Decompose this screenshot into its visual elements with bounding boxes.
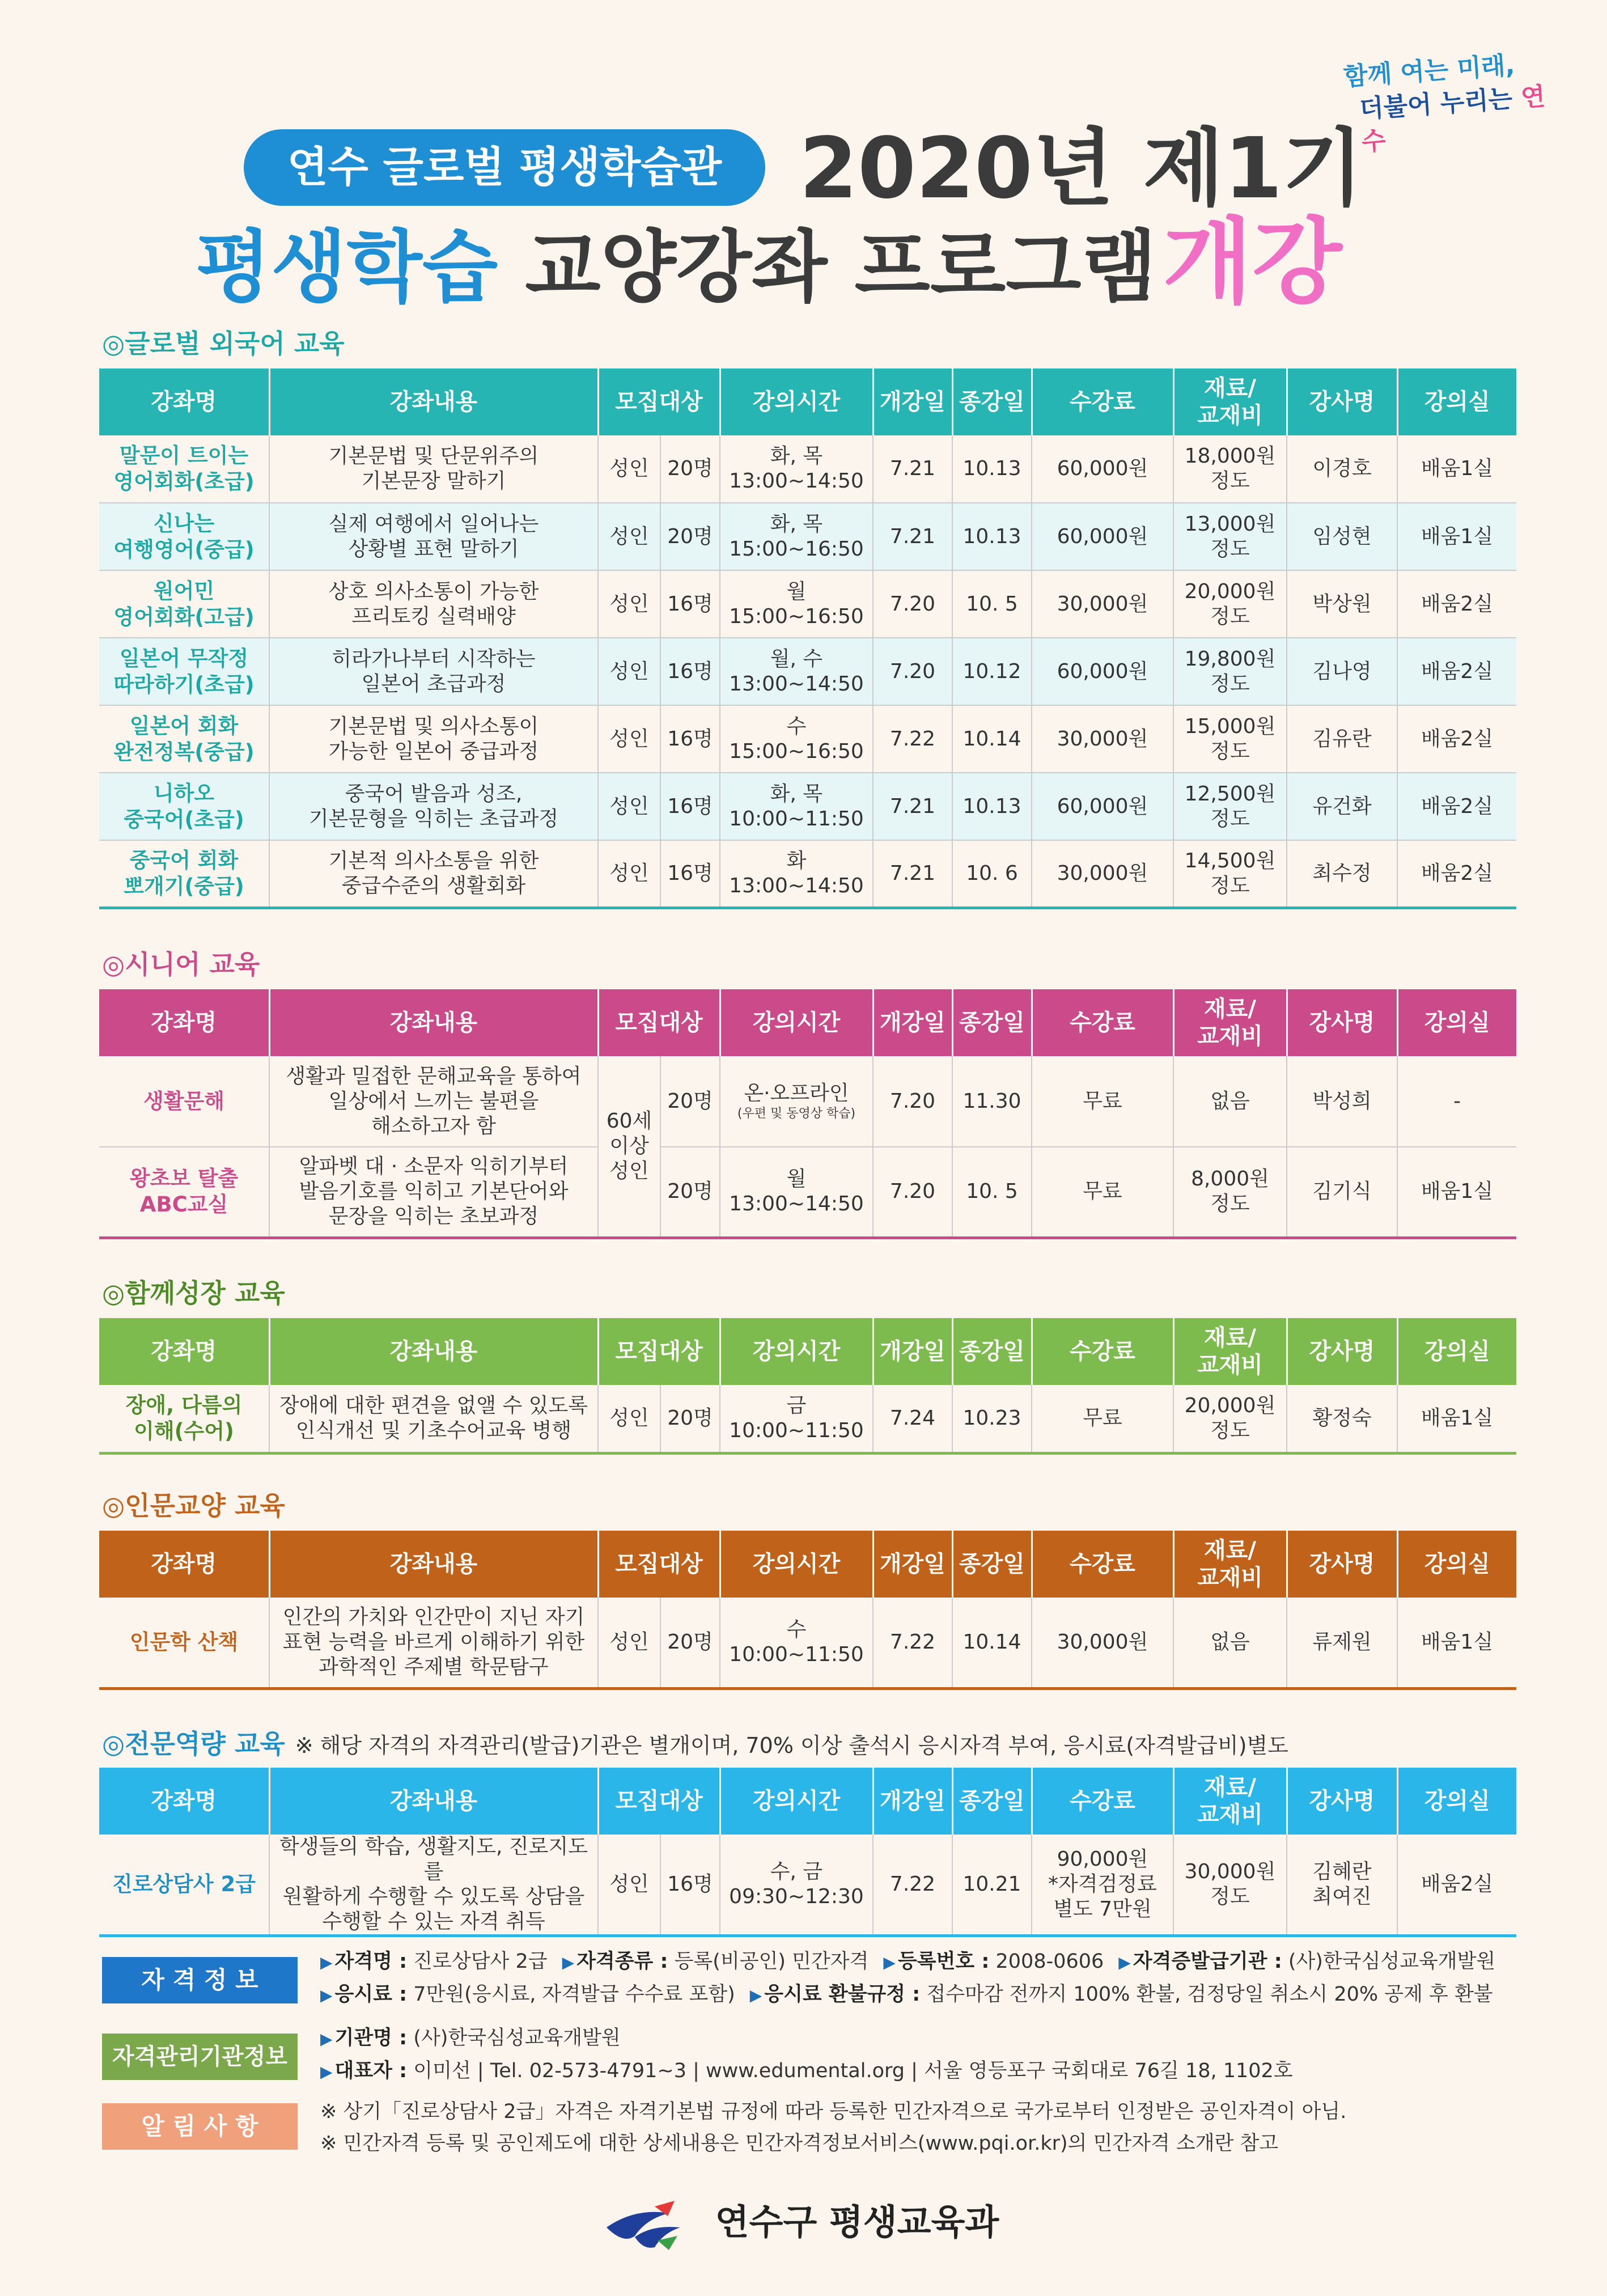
- course-name: 말문이 트이는 영어회화(초급): [99, 435, 269, 503]
- course-teacher: 류제원: [1287, 1598, 1397, 1688]
- course-room: 배움2실: [1397, 773, 1516, 840]
- course-start-date: 7.21: [873, 840, 952, 908]
- course-target: 성인: [598, 1598, 660, 1688]
- course-capacity: 20명: [660, 1385, 720, 1453]
- info-value: 진로상담사 2급: [407, 1950, 548, 1973]
- yeonsu-logo-icon: [601, 2196, 686, 2253]
- column-header: 강사명: [1287, 989, 1397, 1056]
- footer: [601, 2194, 999, 2253]
- course-teacher: 황정숙: [1287, 1385, 1397, 1453]
- institution-pill: 연수 글로벌 평생학습관: [244, 129, 765, 206]
- column-header: 재료/ 교재비: [1173, 368, 1287, 435]
- pro-course-table: [99, 1768, 1516, 1937]
- column-header: 모집대상: [598, 368, 720, 435]
- course-fee: 무료: [1032, 1385, 1173, 1453]
- course-target: 60세 이상 성인: [598, 1056, 660, 1238]
- course-capacity: 20명: [660, 1056, 720, 1147]
- triangle-icon: ▶: [320, 2062, 333, 2081]
- course-material-fee: 30,000원 정도: [1173, 1835, 1287, 1936]
- course-end-date: 10. 5: [952, 1147, 1032, 1238]
- column-header: 강의시간: [720, 1768, 873, 1835]
- info-value: 접수마감 전까지 100% 환불, 검정당일 취소시 20% 공제 후 환불: [920, 1983, 1493, 2006]
- column-header: 강사명: [1287, 1318, 1397, 1385]
- course-start-date: 7.21: [873, 503, 952, 570]
- course-target: 성인: [598, 705, 660, 773]
- table-row: [99, 435, 1516, 503]
- course-fee: 30,000원: [1032, 570, 1173, 638]
- course-end-date: 10.13: [952, 773, 1032, 840]
- course-start-date: 7.21: [873, 773, 952, 840]
- triangle-icon: ▶: [320, 2030, 333, 2048]
- course-teacher: 임성현: [1287, 503, 1397, 570]
- column-header: 강의실: [1397, 989, 1516, 1056]
- title-dark: 교양강좌 프로그램: [525, 222, 1157, 313]
- course-end-date: 11.30: [952, 1056, 1032, 1147]
- column-header: 강의시간: [720, 989, 873, 1056]
- column-header: 강좌내용: [269, 368, 598, 435]
- org-info-line2: [320, 2055, 1293, 2088]
- course-fee: 30,000원: [1032, 1598, 1173, 1688]
- course-content: 중국어 발음과 성조, 기본문형을 익히는 초급과정: [269, 773, 598, 840]
- footer-text: 연수구 평생교육과: [715, 2201, 999, 2243]
- notice-line2: ※ 민간자격 등록 및 공인제도에 대한 상세내용은 민간자격정보서비스(www.pqi.or.kr)의 민간자격 소개란 참고: [320, 2132, 1279, 2155]
- course-material-fee: 없음: [1173, 1056, 1287, 1147]
- course-material-fee: 14,500원 정도: [1173, 840, 1287, 908]
- column-header: 개강일: [873, 368, 952, 435]
- course-name: 일본어 회화 완전정복(중급): [99, 705, 269, 773]
- section-pro-title-text: ◎전문역량 교육: [102, 1729, 285, 1759]
- course-target: 성인: [598, 570, 660, 638]
- column-header: 개강일: [873, 1318, 952, 1385]
- table-row: [99, 1385, 1516, 1453]
- notice-info: [320, 2096, 1346, 2159]
- info-key: 자격종류 :: [576, 1950, 668, 1973]
- org-info-label: 자격관리기관정보: [102, 2034, 298, 2080]
- info-key: 응시료 환불규정 :: [764, 1983, 921, 2006]
- org-rep-value: 이미선 | Tel. 02-573-4791~3 | www.edumental.org | 서울 영등포구 국회대로 76길 18, 1102호: [407, 2060, 1293, 2082]
- course-capacity: 16명: [660, 570, 720, 638]
- slogan-line2a: 더불어 누리는: [1358, 83, 1523, 124]
- course-material-fee: 없음: [1173, 1598, 1287, 1688]
- info-key: 자격명 :: [334, 1950, 408, 1973]
- notice-line1: ※ 상기「진로상담사 2급」자격은 자격기본법 규정에 따라 등록한 민간자격으로 국가로부터 인정받은 공인자격이 아님.: [320, 2100, 1347, 2123]
- course-end-date: 10.14: [952, 705, 1032, 773]
- cert-info: [320, 1946, 1495, 2011]
- column-header: 강좌내용: [269, 989, 598, 1056]
- course-capacity: 16명: [660, 773, 720, 840]
- column-header: 종강일: [952, 1531, 1032, 1598]
- course-fee: 90,000원 *자격검정료 별도 7만원: [1032, 1835, 1173, 1936]
- section-humanities-title: ◎인문교양 교육: [102, 1490, 285, 1521]
- course-capacity: 16명: [660, 705, 720, 773]
- course-name: 인문학 산책: [99, 1598, 269, 1688]
- table-row: [99, 638, 1516, 705]
- column-header: 수강료: [1032, 989, 1173, 1056]
- course-time: 월 13:00~14:50: [720, 1147, 873, 1238]
- course-content: 인간의 가치와 인간만이 지닌 자기 표현 능력을 바르게 이해하기 위한 과학적인 주제별 학문탐구: [269, 1598, 598, 1688]
- column-header: 강좌명: [99, 1318, 269, 1385]
- course-time: 화, 목 10:00~11:50: [720, 773, 873, 840]
- course-target: 성인: [598, 638, 660, 705]
- course-content: 생활과 밀접한 문해교육을 통하여 일상에서 느끼는 불편을 해소하고자 함: [269, 1056, 598, 1147]
- title-blue: 평생학습: [196, 222, 525, 313]
- column-header: 종강일: [952, 1318, 1032, 1385]
- course-material-fee: 15,000원 정도: [1173, 705, 1287, 773]
- notice-label: 알 림 사 항: [102, 2103, 298, 2150]
- triangle-icon: ▶: [562, 1953, 575, 1972]
- column-header: 강사명: [1287, 1531, 1397, 1598]
- course-end-date: 10. 5: [952, 570, 1032, 638]
- course-room: 배움2실: [1397, 840, 1516, 908]
- course-time: 월 15:00~16:50: [720, 570, 873, 638]
- course-end-date: 10.21: [952, 1835, 1032, 1936]
- table-row: [99, 1598, 1516, 1688]
- cert-info-line2: [320, 1979, 1495, 2011]
- course-time: 수 15:00~16:50: [720, 705, 873, 773]
- table-header-row: [99, 368, 1516, 435]
- course-name: 신나는 여행영어(중급): [99, 503, 269, 570]
- column-header: 강좌내용: [269, 1318, 598, 1385]
- course-teacher: 김유란: [1287, 705, 1397, 773]
- slogan-line1: 함께 여는 미래,: [1342, 50, 1516, 92]
- humanities-course-table: [99, 1531, 1516, 1690]
- course-start-date: 7.24: [873, 1385, 952, 1453]
- course-target: 성인: [598, 1385, 660, 1453]
- section-pro-note: ※ 해당 자격의 자격관리(발급)기관은 별개이며, 70% 이상 출석시 응시자격 부여, 응시료(자격발급비)별도: [295, 1733, 1288, 1758]
- info-value: 등록(비공인) 민간자격: [668, 1950, 869, 1973]
- org-name-key: 기관명 :: [334, 2027, 408, 2049]
- course-content: 히라가나부터 시작하는 일본어 초급과정: [269, 638, 598, 705]
- course-end-date: 10. 6: [952, 840, 1032, 908]
- column-header: 모집대상: [598, 1768, 720, 1835]
- table-row: [99, 570, 1516, 638]
- course-teacher: 김혜란 최여진: [1287, 1835, 1397, 1936]
- course-target: 성인: [598, 435, 660, 503]
- course-start-date: 7.20: [873, 1056, 952, 1147]
- column-header: 강의시간: [720, 1318, 873, 1385]
- course-start-date: 7.22: [873, 1835, 952, 1936]
- column-header: 재료/ 교재비: [1173, 1531, 1287, 1598]
- course-teacher: 이경호: [1287, 435, 1397, 503]
- course-end-date: 10.12: [952, 638, 1032, 705]
- column-header: 개강일: [873, 1768, 952, 1835]
- course-start-date: 7.22: [873, 1598, 952, 1688]
- section-together-title: ◎함께성장 교육: [102, 1278, 285, 1308]
- table-row: [99, 705, 1516, 773]
- course-start-date: 7.22: [873, 705, 952, 773]
- course-teacher: 김나영: [1287, 638, 1397, 705]
- column-header: 강의실: [1397, 1531, 1516, 1598]
- course-room: 배움1실: [1397, 503, 1516, 570]
- course-time: 화, 목 15:00~16:50: [720, 503, 873, 570]
- course-fee: 60,000원: [1032, 638, 1173, 705]
- course-content: 실제 여행에서 일어나는 상황별 표현 말하기: [269, 503, 598, 570]
- table-header-row: [99, 1318, 1516, 1385]
- course-capacity: 20명: [660, 503, 720, 570]
- course-target: 성인: [598, 1835, 660, 1936]
- page-title: [196, 208, 1342, 316]
- course-end-date: 10.14: [952, 1598, 1032, 1688]
- course-capacity: 16명: [660, 638, 720, 705]
- column-header: 강사명: [1287, 1768, 1397, 1835]
- course-fee: 30,000원: [1032, 840, 1173, 908]
- column-header: 모집대상: [598, 1318, 720, 1385]
- column-header: 강좌명: [99, 989, 269, 1056]
- triangle-icon: ▶: [883, 1953, 896, 1972]
- course-name: 일본어 무작정 따라하기(초급): [99, 638, 269, 705]
- info-key: 자격증발급기관 :: [1133, 1950, 1282, 1973]
- course-content: 알파벳 대 · 소문자 익히기부터 발음기호를 익히고 기본단어와 문장을 익히는 초보과정: [269, 1147, 598, 1238]
- column-header: 종강일: [952, 1768, 1032, 1835]
- column-header: 강사명: [1287, 368, 1397, 435]
- course-teacher: 박성희: [1287, 1056, 1397, 1147]
- column-header: 강의실: [1397, 1768, 1516, 1835]
- course-capacity: 16명: [660, 1835, 720, 1936]
- course-name: 장애, 다름의 이해(수어): [99, 1385, 269, 1453]
- table-row: [99, 1147, 1516, 1238]
- course-time: 화, 목 13:00~14:50: [720, 435, 873, 503]
- column-header: 강좌내용: [269, 1768, 598, 1835]
- column-header: 강좌명: [99, 1768, 269, 1835]
- senior-course-table: [99, 989, 1516, 1239]
- course-room: 배움1실: [1397, 435, 1516, 503]
- column-header: 수강료: [1032, 1318, 1173, 1385]
- course-capacity: 20명: [660, 1598, 720, 1688]
- title-year: 2020년 제1기: [799, 120, 1364, 217]
- org-info-line1: [320, 2022, 1293, 2055]
- course-name: 원어민 영어회화(고급): [99, 570, 269, 638]
- course-time: 금 10:00~11:50: [720, 1385, 873, 1453]
- course-time: 수 10:00~11:50: [720, 1598, 873, 1688]
- course-name: 왕초보 탈출 ABC교실: [99, 1147, 269, 1238]
- course-material-fee: 20,000원 정도: [1173, 570, 1287, 638]
- org-rep-key: 대표자 :: [334, 2060, 408, 2082]
- together-course-table: [99, 1318, 1516, 1455]
- column-header: 모집대상: [598, 1531, 720, 1598]
- course-teacher: 박상원: [1287, 570, 1397, 638]
- info-value: 7만원(응시료, 자격발급 수수료 포함): [407, 1983, 735, 2006]
- course-fee: 무료: [1032, 1056, 1173, 1147]
- course-capacity: 16명: [660, 840, 720, 908]
- course-time: 월, 수 13:00~14:50: [720, 638, 873, 705]
- course-room: -: [1397, 1056, 1516, 1147]
- course-room: 배움2실: [1397, 570, 1516, 638]
- column-header: 강의실: [1397, 368, 1516, 435]
- table-header-row: [99, 989, 1516, 1056]
- info-value: 2008-0606: [989, 1950, 1104, 1973]
- info-value: (사)한국심성교육개발원: [1282, 1950, 1496, 1973]
- course-start-date: 7.20: [873, 1147, 952, 1238]
- triangle-icon: ▶: [320, 1953, 333, 1972]
- info-key: 등록번호 :: [897, 1950, 990, 1973]
- course-time-note: (우편 및 동영상 학습): [737, 1106, 856, 1121]
- column-header: 수강료: [1032, 1531, 1173, 1598]
- course-teacher: 최수정: [1287, 840, 1397, 908]
- course-fee: 무료: [1032, 1147, 1173, 1238]
- triangle-icon: ▶: [1118, 1953, 1131, 1972]
- course-material-fee: 20,000원 정도: [1173, 1385, 1287, 1453]
- course-content: 기본문법 및 단문위주의 기본문장 말하기: [269, 435, 598, 503]
- global-course-table: [99, 368, 1516, 909]
- course-content: 기본적 의사소통을 위한 중급수준의 생활회화: [269, 840, 598, 908]
- table-header-row: [99, 1768, 1516, 1835]
- cert-info-line1: [320, 1946, 1495, 1979]
- course-name: 중국어 회화 뽀개기(중급): [99, 840, 269, 908]
- course-teacher: 유건화: [1287, 773, 1397, 840]
- table-row: [99, 1056, 1516, 1147]
- triangle-icon: ▶: [320, 1986, 333, 2005]
- course-room: 배움1실: [1397, 1385, 1516, 1453]
- course-material-fee: 19,800원 정도: [1173, 638, 1287, 705]
- course-fee: 60,000원: [1032, 435, 1173, 503]
- column-header: 재료/ 교재비: [1173, 1768, 1287, 1835]
- slogan-line2: [1358, 81, 1549, 159]
- cert-info-label: 자 격 정 보: [102, 1957, 298, 2003]
- section-senior-title: ◎시니어 교육: [102, 949, 260, 980]
- table-row: [99, 1835, 1516, 1936]
- course-name: 생활문해: [99, 1056, 269, 1147]
- column-header: 강좌내용: [269, 1531, 598, 1598]
- course-target: 성인: [598, 840, 660, 908]
- course-capacity: 20명: [660, 435, 720, 503]
- course-start-date: 7.20: [873, 638, 952, 705]
- column-header: 강의시간: [720, 1531, 873, 1598]
- course-material-fee: 12,500원 정도: [1173, 773, 1287, 840]
- course-target: 성인: [598, 773, 660, 840]
- triangle-icon: ▶: [749, 1986, 762, 2005]
- course-fee: 60,000원: [1032, 773, 1173, 840]
- course-room: 배움1실: [1397, 1147, 1516, 1238]
- course-start-date: 7.21: [873, 435, 952, 503]
- org-info: [320, 2022, 1293, 2088]
- column-header: 강의시간: [720, 368, 873, 435]
- course-fee: 30,000원: [1032, 705, 1173, 773]
- course-room: 배움2실: [1397, 1835, 1516, 1936]
- column-header: 모집대상: [598, 989, 720, 1056]
- course-target: 성인: [598, 503, 660, 570]
- course-name: 진로상담사 2급: [99, 1835, 269, 1936]
- title-pink: 개강: [1162, 208, 1342, 316]
- course-teacher: 김기식: [1287, 1147, 1397, 1238]
- column-header: 수강료: [1032, 368, 1173, 435]
- info-key: 응시료 :: [334, 1983, 408, 2006]
- column-header: 강좌명: [99, 368, 269, 435]
- table-row: [99, 773, 1516, 840]
- course-time: 온·오프라인 (우편 및 동영상 학습): [720, 1056, 873, 1147]
- column-header: 수강료: [1032, 1768, 1173, 1835]
- column-header: 강좌명: [99, 1531, 269, 1598]
- course-fee: 60,000원: [1032, 503, 1173, 570]
- column-header: 종강일: [952, 368, 1032, 435]
- course-capacity: 20명: [660, 1147, 720, 1238]
- org-name-value: (사)한국심성교육개발원: [407, 2027, 621, 2049]
- column-header: 개강일: [873, 1531, 952, 1598]
- column-header: 재료/ 교재비: [1173, 1318, 1287, 1385]
- course-material-fee: 8,000원 정도: [1173, 1147, 1287, 1238]
- course-end-date: 10.23: [952, 1385, 1032, 1453]
- course-room: 배움2실: [1397, 638, 1516, 705]
- course-end-date: 10.13: [952, 435, 1032, 503]
- column-header: 강의실: [1397, 1318, 1516, 1385]
- course-material-fee: 18,000원 정도: [1173, 435, 1287, 503]
- section-pro-title: [102, 1723, 1288, 1761]
- course-content: 장애에 대한 편견을 없앨 수 있도록 인식개선 및 기초수어교육 병행: [269, 1385, 598, 1453]
- slogan-line2b: 연수: [1360, 82, 1546, 157]
- course-time: 화 13:00~14:50: [720, 840, 873, 908]
- course-content: 상호 의사소통이 가능한 프리토킹 실력배양: [269, 570, 598, 638]
- course-content: 학생들의 학습, 생활지도, 진로지도를 원활하게 수행할 수 있도록 상담을 수행할 수 있는 자격 취득: [269, 1835, 598, 1936]
- course-room: 배움1실: [1397, 1598, 1516, 1688]
- course-material-fee: 13,000원 정도: [1173, 503, 1287, 570]
- section-global-title: ◎글로벌 외국어 교육: [102, 328, 345, 359]
- table-row: [99, 840, 1516, 908]
- column-header: 개강일: [873, 989, 952, 1056]
- course-room: 배움2실: [1397, 705, 1516, 773]
- slogan: [1342, 50, 1547, 157]
- course-content: 기본문법 및 의사소통이 가능한 일본어 중급과정: [269, 705, 598, 773]
- course-name: 니하오 중국어(초급): [99, 773, 269, 840]
- course-time: 수, 금 09:30~12:30: [720, 1835, 873, 1936]
- column-header: 종강일: [952, 989, 1032, 1056]
- table-row: [99, 503, 1516, 570]
- course-start-date: 7.20: [873, 570, 952, 638]
- course-end-date: 10.13: [952, 503, 1032, 570]
- table-header-row: [99, 1531, 1516, 1598]
- column-header: 재료/ 교재비: [1173, 989, 1287, 1056]
